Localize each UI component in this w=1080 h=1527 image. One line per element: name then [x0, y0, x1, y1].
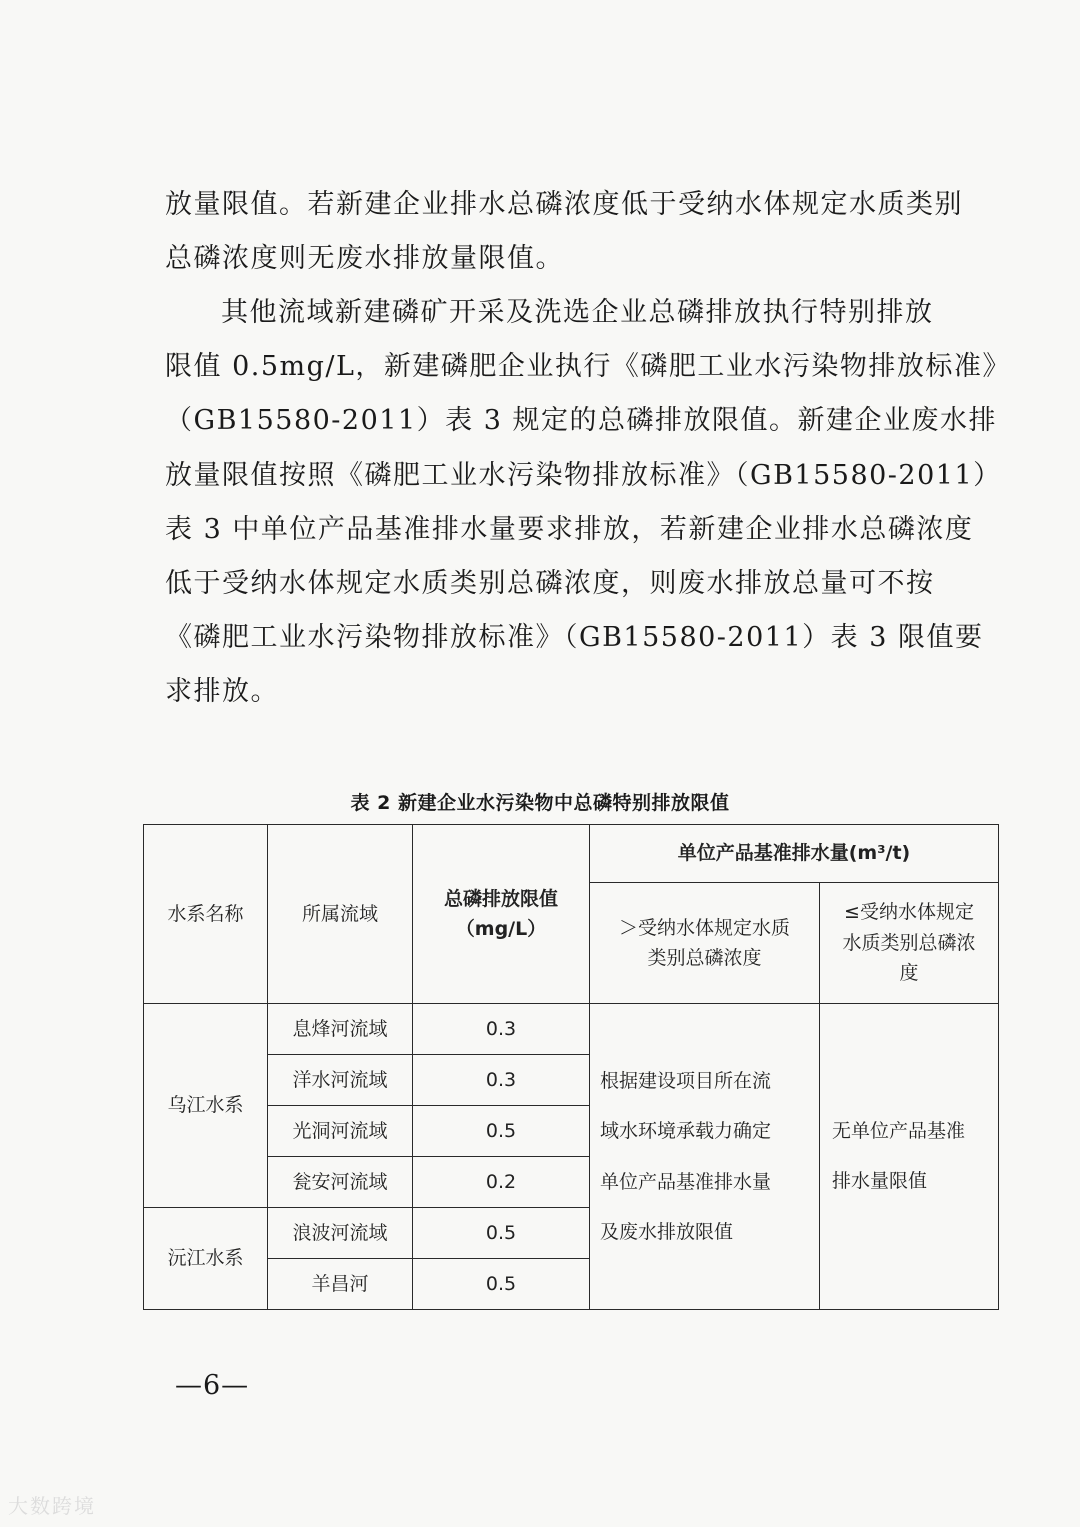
basin-cell: 息烽河流域 — [268, 1004, 413, 1055]
paragraph-line: 放量限值按照《磷肥工业水污染物排放标准》（GB15580-2011） — [165, 459, 1002, 491]
header-less-equal: ≤受纳水体规定 水质类别总磷浓 度 — [820, 883, 999, 1004]
paragraph-line: 放量限值。若新建企业排水总磷浓度低于受纳水体规定水质类别 — [165, 189, 963, 220]
table-caption: 表 2 新建企业水污染物中总磷特别排放限值 — [350, 792, 730, 814]
paragraph-line: 《磷肥工业水污染物排放标准》（GB15580-2011）表 3 限值要 — [165, 622, 984, 654]
limit-cell: 0.5 — [413, 1208, 590, 1259]
limit-cell: 0.2 — [413, 1157, 590, 1208]
paragraph-line: 其他流域新建磷矿开采及洗选企业总磷排放执行特别排放 — [221, 297, 934, 328]
paragraph-line: 表 3 中单位产品基准排水量要求排放，若新建企业排水总磷浓度 — [165, 513, 974, 545]
paragraph-1 — [165, 178, 965, 286]
page-number: —6— — [175, 1370, 250, 1401]
header-benchmark: 单位产品基准排水量(m³/t) — [590, 825, 999, 883]
paragraph-line: 低于受纳水体规定水质类别总磷浓度，则废水排放总量可不按 — [165, 568, 935, 600]
basin-cell: 羊昌河 — [268, 1259, 413, 1310]
le-benchmark-cell: 无单位产品基准 排水量限值 — [820, 1004, 999, 1310]
table-row — [144, 1004, 999, 1055]
header-greater-than: ＞受纳水体规定水质 类别总磷浓度 — [590, 883, 820, 1004]
limit-cell: 0.5 — [413, 1259, 590, 1310]
header-basin: 所属流域 — [268, 825, 413, 1004]
paragraph-line: 总磷浓度则无废水排放量限值。 — [165, 243, 564, 275]
paragraph-line: 求排放。 — [165, 676, 279, 708]
system-cell: 沅江水系 — [144, 1208, 268, 1310]
watermark: 大数跨境 — [8, 1494, 96, 1518]
basin-cell: 光洞河流域 — [268, 1106, 413, 1157]
header-limit: 总磷排放限值 （mg/L） — [413, 825, 590, 1004]
limit-cell: 0.5 — [413, 1106, 590, 1157]
gt-benchmark-cell: 根据建设项目所在流 域水环境承载力确定 单位产品基准排水量 及废水排放限值 — [590, 1004, 820, 1310]
header-system-name: 水系名称 — [144, 825, 268, 1004]
system-cell: 乌江水系 — [144, 1004, 268, 1208]
paragraph-line: （GB15580-2011）表 3 规定的总磷排放限值。新建企业废水排 — [165, 405, 997, 437]
paragraph-2 — [165, 286, 1011, 720]
paragraph-line: 限值 0.5mg/L，新建磷肥企业执行《磷肥工业水污染物排放标准》 — [165, 351, 1011, 383]
basin-cell: 瓮安河流域 — [268, 1157, 413, 1208]
basin-cell: 洋水河流域 — [268, 1055, 413, 1106]
limit-cell: 0.3 — [413, 1004, 590, 1055]
basin-cell: 浪波河流域 — [268, 1208, 413, 1259]
limit-cell: 0.3 — [413, 1055, 590, 1106]
phosphorus-limit-table — [143, 824, 999, 1310]
